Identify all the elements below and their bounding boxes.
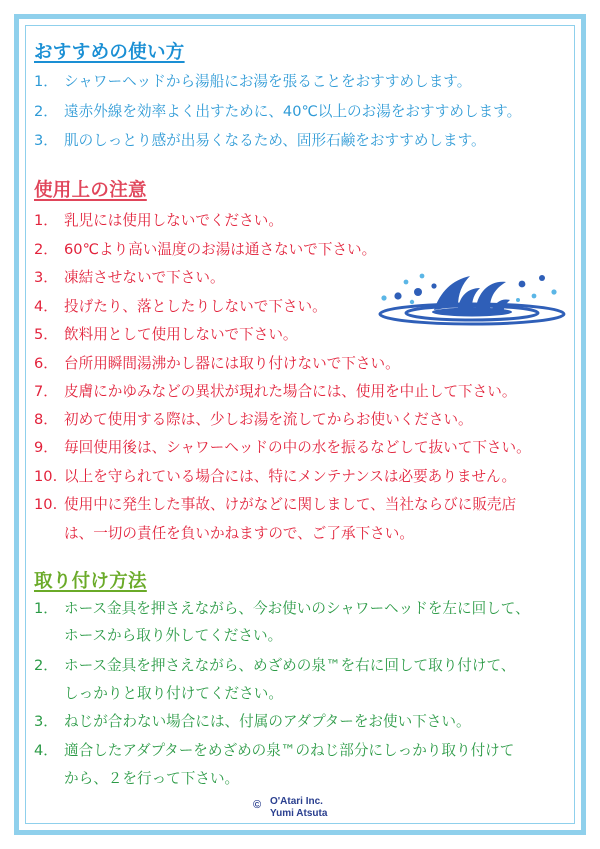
install-title: 取り付け方法 [34,571,147,592]
caution-item-3: 3． 凍結させないで下さい。 [34,269,225,286]
install-item-1-continued: ホースから取り外してください。 [64,627,283,644]
recommend-item-3: 3． 肌のしっとり感が出易くなるため、固形石鹸をおすすめします。 [34,132,486,149]
recommend-title: おすすめの使い方 [34,42,185,63]
caution-item-6: 6． 台所用瞬間湯沸かし器には取り付けないで下さい。 [34,355,400,372]
caution-item-8: 8． 初めて使用する際は、少しお湯を流してからお使いください。 [34,411,473,428]
install-item-4: 4． 適合したアダプターをめざめの泉™のねじ部分にしっかり取り付けて [34,742,515,759]
caution-title: 使用上の注意 [34,180,147,201]
caution-item-5: 5． 飲料用として使用しないで下さい。 [34,326,298,343]
copyright-symbol: © [253,799,262,811]
water-splash-icon [372,262,576,334]
caution-item-7: 7． 皮膚にかゆみなどの異状が現れた場合には、使用を中止して下さい。 [34,383,517,400]
install-item-1: 1． ホース金具を押さえながら、今お使いのシャワーヘッドを左に回して、 [34,600,530,617]
caution-item-1: 1． 乳児には使用しないでください。 [34,212,283,229]
caution-item-9: 9． 毎回使用後は、シャワーヘッドの中の水を振るなどして抜いて下さい。 [34,439,531,456]
caution-item-11: 10. 使用中に発生した事故、けがなどに関しまして、当社ならびに販売店 [34,496,517,513]
footer-author: Yumi Atsuta [270,808,328,819]
caution-item-10: 10. 以上を守られている場合には、特にメンテナンスは必要ありません。 [34,468,517,485]
recommend-item-1: 1． シャワーヘッドから湯船にお湯を張ることをおすすめします。 [34,73,472,90]
install-item-4-continued: から、２を行って下さい。 [64,770,240,787]
caution-item-11-continued: は、一切の責任を負いかねますので、ご了承下さい。 [64,525,414,542]
footer-credits [270,796,327,820]
install-item-2: 2． ホース金具を押さえながら、めざめの泉™を右に回して取り付けて、 [34,657,516,674]
footer-company: O'Atari Inc. [270,796,323,807]
install-item-2-continued: しっかりと取り付けてください。 [64,685,283,702]
recommend-item-2: 2． 遠赤外線を効率よく出すために、40℃以上のお湯をおすすめします。 [34,103,522,120]
install-item-3: 3． ねじが合わない場合には、付属のアダプターをお使い下さい。 [34,713,471,730]
caution-item-2: 2． 60℃より高い温度のお湯は通さないで下さい。 [34,241,377,258]
caution-item-4: 4． 投げたり、落としたりしないで下さい。 [34,298,327,315]
